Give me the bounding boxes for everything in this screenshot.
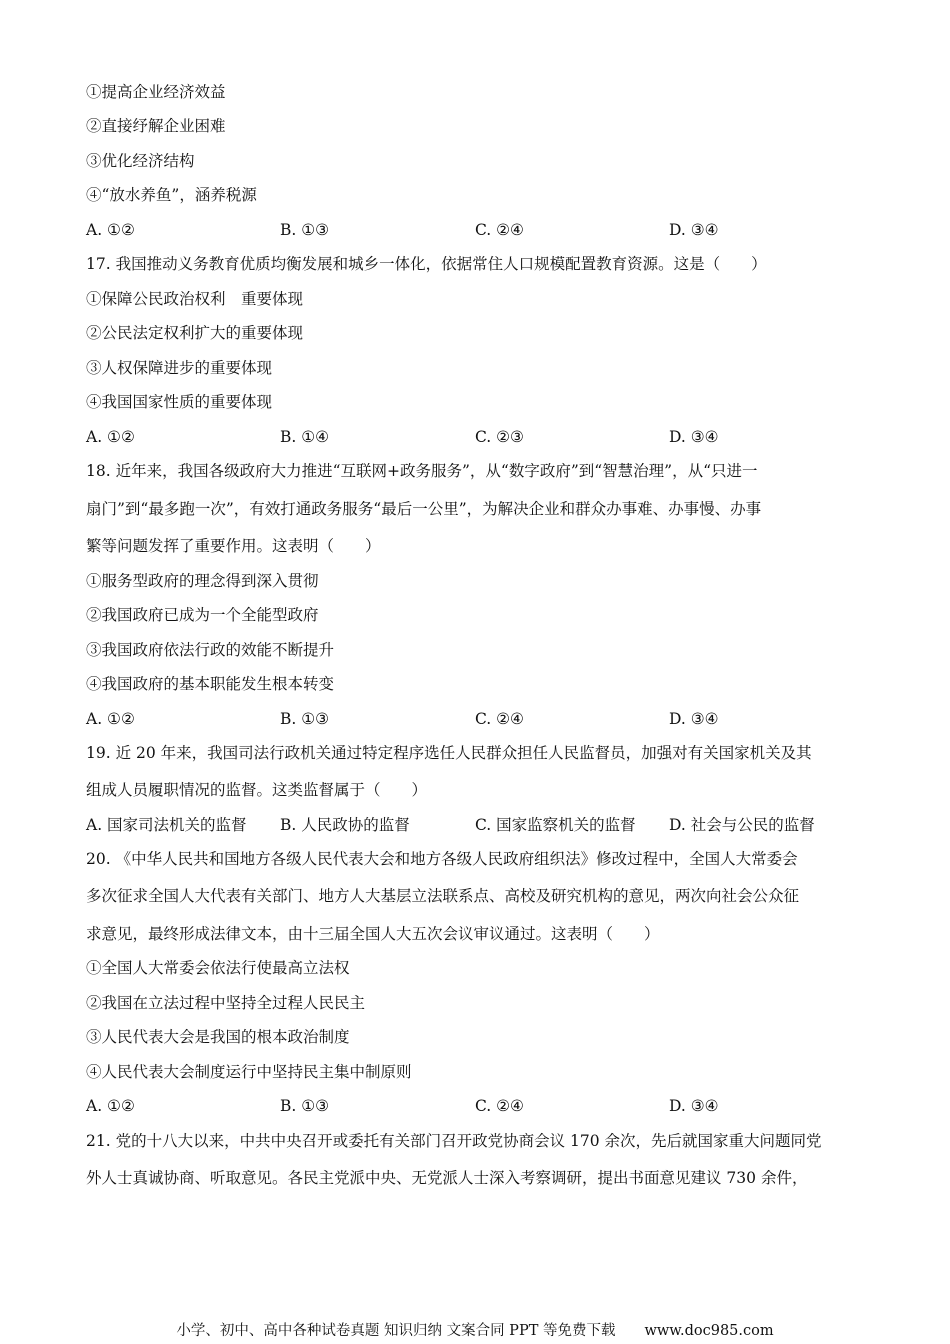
q17-option-b: B. ①④ bbox=[280, 428, 330, 446]
page-footer: 小学、初中、高中各种试卷真题 知识归纳 文案合同 PPT 等免费下载 www.doc985.com bbox=[176, 1323, 774, 1339]
q17-item-4: ④我国国家性质的重要体现 bbox=[86, 393, 273, 411]
q17-stem: 17. 我国推动义务教育优质均衡发展和城乡一体化，依据常住人口规模配置教育资源。这是（ ） bbox=[86, 255, 767, 273]
q19-options bbox=[86, 815, 886, 835]
q20-option-c: C. ②④ bbox=[475, 1097, 524, 1115]
q16-item-2: ②直接纾解企业困难 bbox=[86, 117, 226, 135]
q18-item-2: ②我国政府已成为一个全能型政府 bbox=[86, 606, 319, 624]
q18-item-1: ①服务型政府的理念得到深入贯彻 bbox=[86, 572, 319, 590]
q18-item-4: ④我国政府的基本职能发生根本转变 bbox=[86, 675, 335, 693]
q17-option-c: C. ②③ bbox=[475, 428, 524, 446]
q20-item-1: ①全国人大常委会依法行使最高立法权 bbox=[86, 959, 350, 977]
q17-item-3: ③人权保障进步的重要体现 bbox=[86, 359, 273, 377]
q19-option-a: A. 国家司法机关的监督 bbox=[86, 816, 247, 834]
q20-item-4: ④人民代表大会制度运行中坚持民主集中制原则 bbox=[86, 1063, 412, 1081]
q18-option-b: B. ①③ bbox=[280, 710, 330, 728]
q18-option-c: C. ②④ bbox=[475, 710, 524, 728]
q18-stem-line-2: 扇门”到“最多跑一次”，有效打通政务服务“最后一公里”，为解决企业和群众办事难、办事慢、办事 bbox=[86, 500, 762, 518]
q19-stem-line-1: 19. 近 20 年来，我国司法行政机关通过特定程序选任人民群众担任人民监督员，加强对有关国家机关及其 bbox=[86, 744, 812, 762]
q17-item-1: ①保障公民政治权利 重要体现 bbox=[86, 290, 304, 308]
q17-item-2: ②公民法定权利扩大的重要体现 bbox=[86, 324, 304, 342]
q20-stem-line-1: 20. 《中华人民共和国地方各级人民代表大会和地方各级人民政府组织法》修改过程中，全国人大常委会 bbox=[86, 850, 798, 868]
q19-option-c: C. 国家监察机关的监督 bbox=[475, 816, 636, 834]
q18-item-3: ③我国政府依法行政的效能不断提升 bbox=[86, 641, 335, 659]
q19-option-d: D. 社会与公民的监督 bbox=[669, 816, 815, 834]
q16-options bbox=[86, 220, 886, 240]
q18-stem-line-1: 18. 近年来，我国各级政府大力推进“互联网+政务服务”，从“数字政府”到“智慧治理”，从“只进一 bbox=[86, 462, 758, 480]
q16-option-c: C. ②④ bbox=[475, 221, 524, 239]
q17-option-d: D. ③④ bbox=[669, 428, 719, 446]
q16-item-4: ④“放水养鱼”，涵养税源 bbox=[86, 186, 257, 204]
q21-stem-line-2: 外人士真诚协商、听取意见。各民主党派中央、无党派人士深入考察调研，提出书面意见建议 730 余件， bbox=[86, 1169, 808, 1187]
q20-stem-line-2: 多次征求全国人大代表有关部门、地方人大基层立法联系点、高校及研究机构的意见，两次向社会公众征 bbox=[86, 887, 800, 905]
q18-option-d: D. ③④ bbox=[669, 710, 719, 728]
q17-option-a: A. ①② bbox=[86, 428, 135, 446]
q20-option-a: A. ①② bbox=[86, 1097, 135, 1115]
q16-option-d: D. ③④ bbox=[669, 221, 719, 239]
q16-item-1: ①提高企业经济效益 bbox=[86, 83, 226, 101]
q20-stem-line-3: 求意见，最终形成法律文本，由十三届全国人大五次会议审议通过。这表明（ ） bbox=[86, 925, 660, 943]
q20-item-2: ②我国在立法过程中坚持全过程人民民主 bbox=[86, 994, 366, 1012]
q20-item-3: ③人民代表大会是我国的根本政治制度 bbox=[86, 1028, 350, 1046]
q18-options bbox=[86, 709, 886, 729]
q20-options bbox=[86, 1096, 886, 1116]
q21-stem-line-1: 21. 党的十八大以来，中共中央召开或委托有关部门召开政党协商会议 170 余次，先后就国家重大问题同党 bbox=[86, 1132, 822, 1150]
q20-option-d: D. ③④ bbox=[669, 1097, 719, 1115]
q18-option-a: A. ①② bbox=[86, 710, 135, 728]
q18-stem-line-3: 繁等问题发挥了重要作用。这表明（ ） bbox=[86, 537, 381, 555]
q19-option-b: B. 人民政协的监督 bbox=[280, 816, 410, 834]
q16-option-b: B. ①③ bbox=[280, 221, 330, 239]
q16-option-a: A. ①② bbox=[86, 221, 135, 239]
q16-item-3: ③优化经济结构 bbox=[86, 152, 195, 170]
q19-stem-line-2: 组成人员履职情况的监督。这类监督属于（ ） bbox=[86, 781, 428, 799]
q20-option-b: B. ①③ bbox=[280, 1097, 330, 1115]
q17-options bbox=[86, 427, 886, 447]
